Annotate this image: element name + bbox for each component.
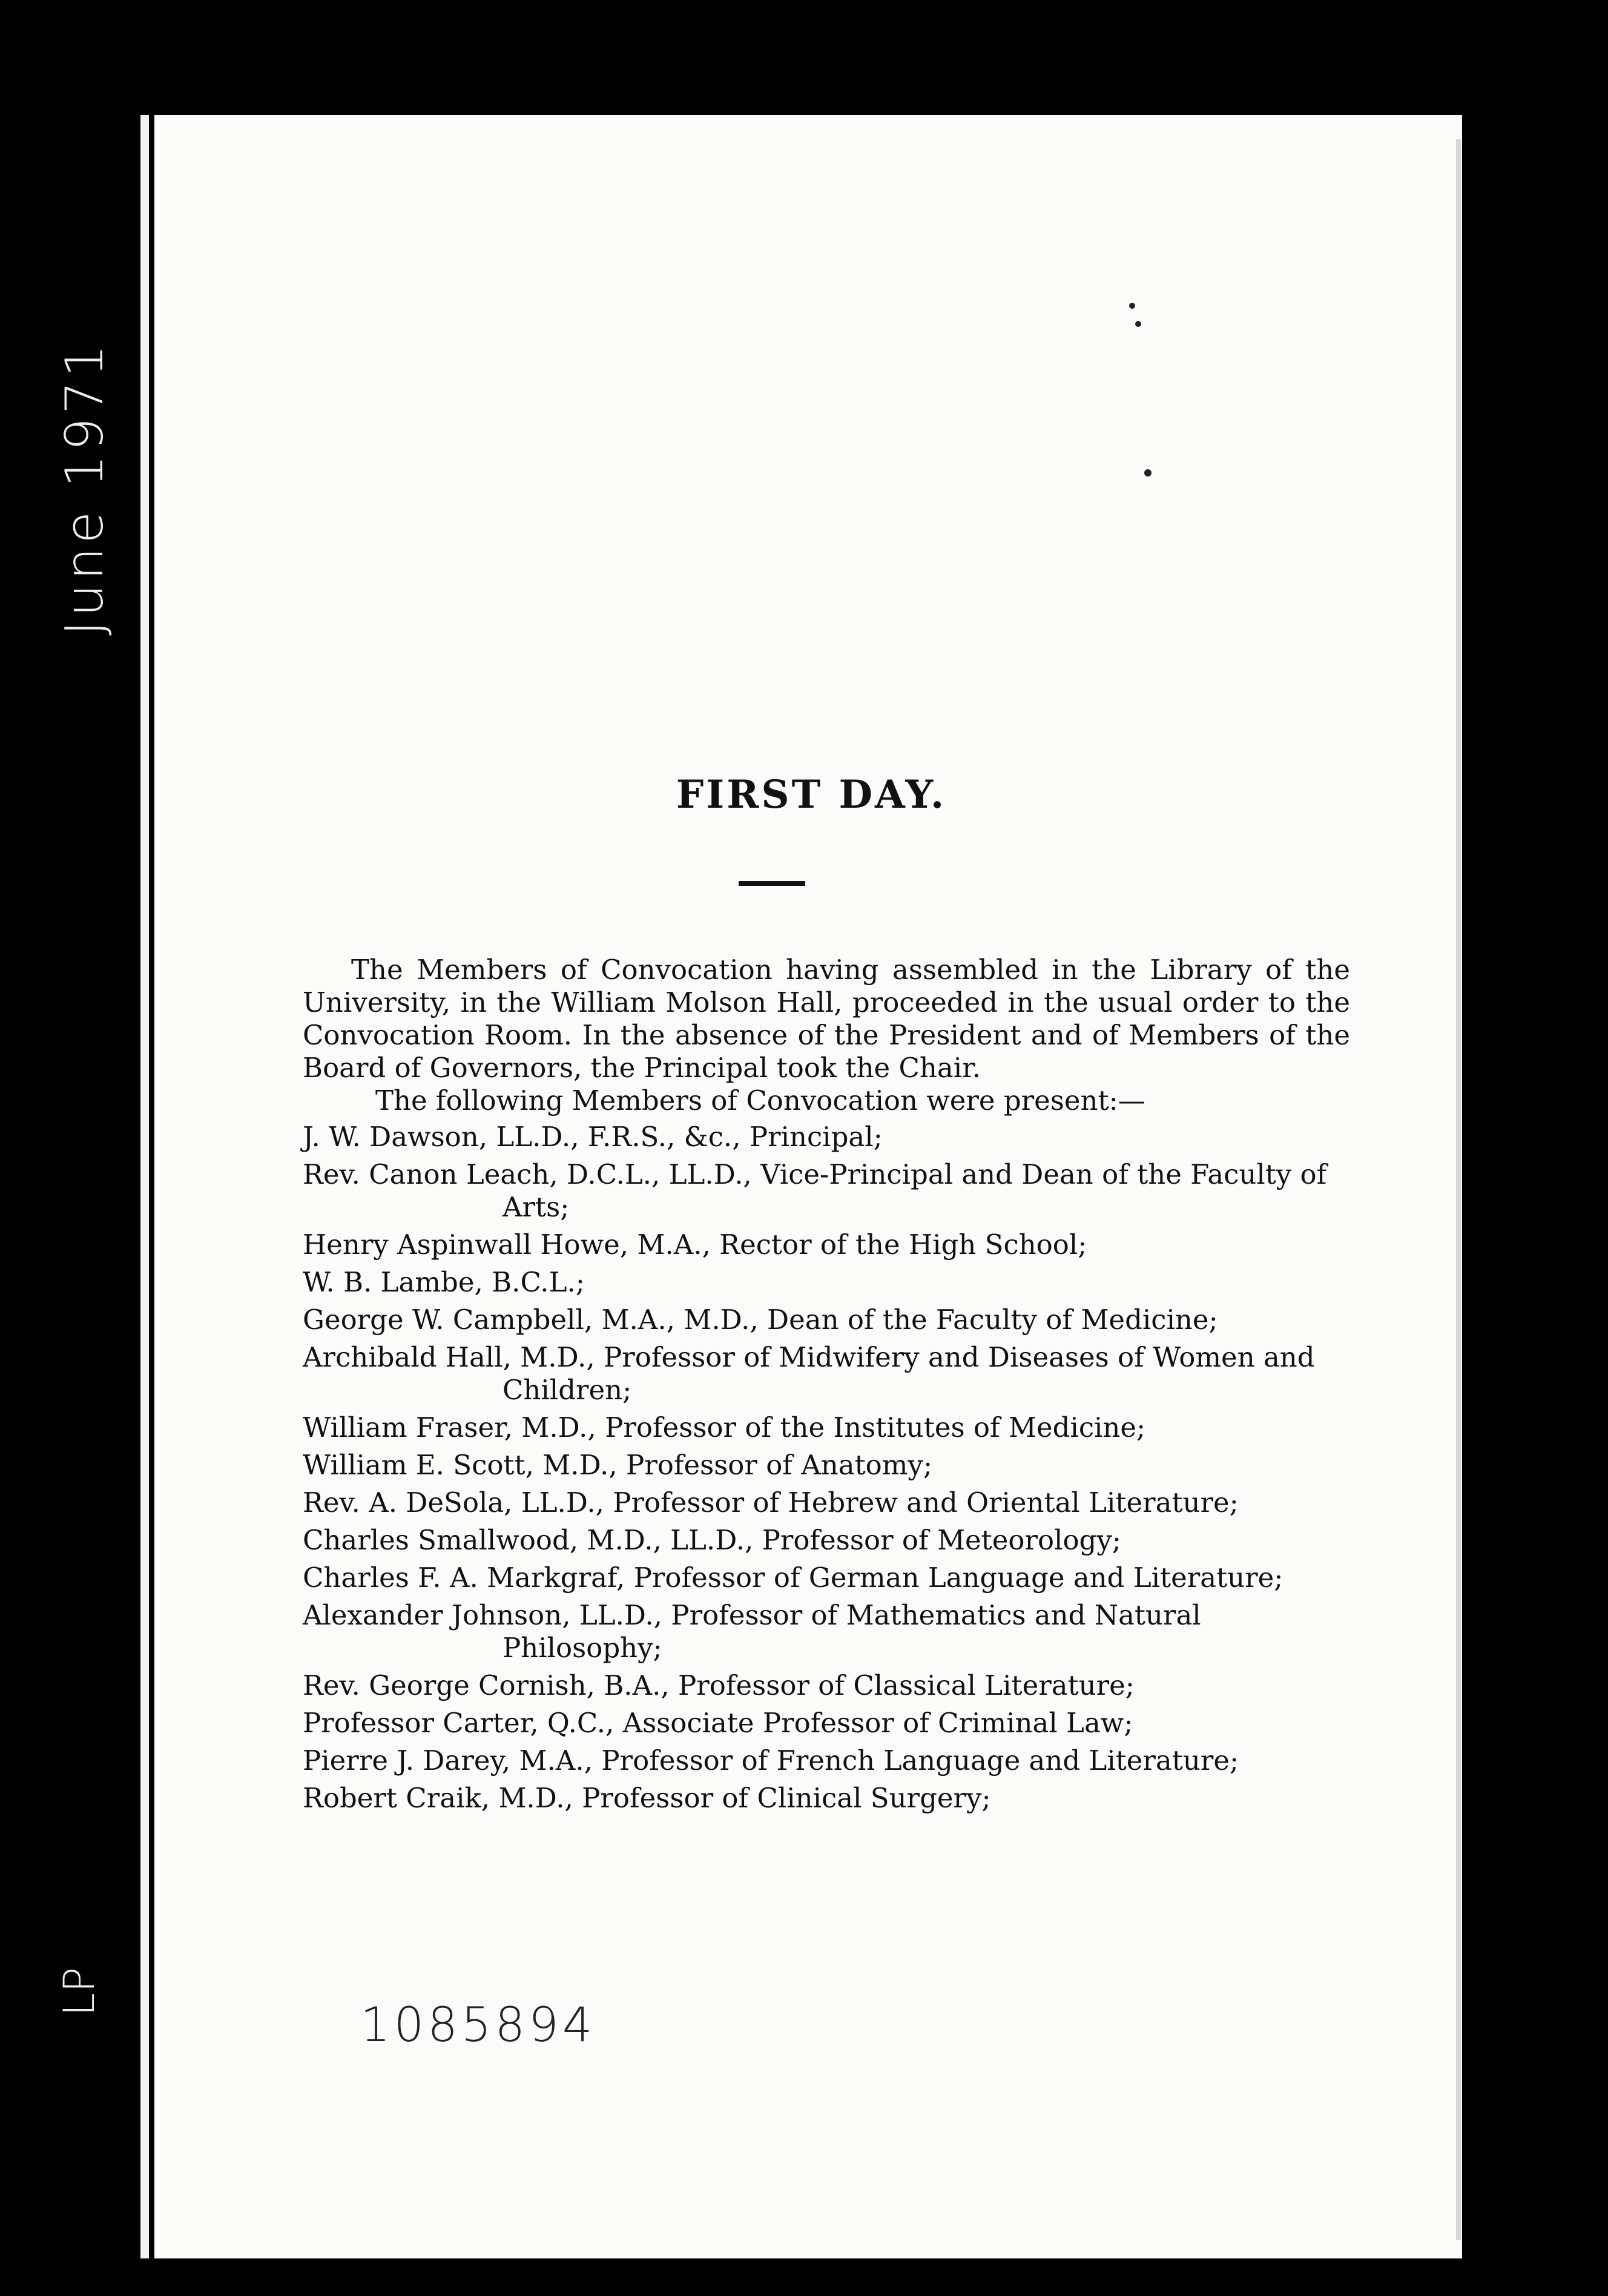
member-entry: W. B. Lambe, B.C.L.; — [303, 1266, 585, 1298]
page-right-edge — [1456, 139, 1461, 2240]
ink-speck — [1129, 303, 1135, 309]
member-entry: Robert Craik, M.D., Professor of Clinical Surgery; — [303, 1782, 991, 1814]
member-entry: Alexander Johnson, LL.D., Professor of Mathematics and Natural Philosophy; — [303, 1599, 1201, 1664]
heading-rule — [739, 881, 805, 886]
member-entry: Henry Aspinwall Howe, M.A., Rector of the High School; — [303, 1229, 1087, 1261]
member-entry: Rev. George Cornish, B.A., Professor of Classical Literature; — [303, 1669, 1135, 1701]
document-page — [154, 115, 1462, 2258]
page-body — [303, 954, 1350, 1819]
intro-paragraph: The Members of Convocation having assembled in the Library of the University, in the William Molson Hall, proceeded in the usual order to the Convocation Room. In the absence of the President and of Members of the Board of Governors, the Principal took the Chair. — [303, 954, 1350, 1084]
member-entry: Rev. A. DeSola, LL.D., Professor of Hebrew and Oriental Literature; — [303, 1486, 1239, 1519]
spine-edge — [140, 115, 149, 2258]
member-entry: William Fraser, M.D., Professor of the Institutes of Medicine; — [303, 1411, 1146, 1443]
page-heading: FIRST DAY. — [676, 772, 947, 817]
page-content — [160, 115, 1462, 2258]
ink-speck — [1135, 321, 1141, 327]
member-entry: Pierre J. Darey, M.A., Professor of French Language and Literature; — [303, 1744, 1239, 1776]
handwritten-margin-note: LP — [54, 1967, 104, 2016]
member-entry: Charles F. A. Markgraf, Professor of German Language and Literature; — [303, 1562, 1283, 1594]
handwritten-date: June 1971 — [54, 340, 115, 636]
members-intro: The following Members of Convocation were present:— — [375, 1084, 1145, 1117]
members-list — [303, 1121, 1350, 1815]
member-entry: Professor Carter, Q.C., Associate Professor of Criminal Law; — [303, 1707, 1133, 1739]
ink-speck — [1144, 469, 1152, 477]
member-entry: J. W. Dawson, LL.D., F.R.S., &c., Principal; — [303, 1121, 883, 1153]
handwritten-catalog-number: 1085894 — [360, 1998, 596, 2053]
member-entry: George W. Campbell, M.A., M.D., Dean of the Faculty of Medicine; — [303, 1304, 1218, 1336]
member-entry: Charles Smallwood, M.D., LL.D., Professor of Meteorology; — [303, 1524, 1121, 1556]
member-entry: Archibald Hall, M.D., Professor of Midwifery and Diseases of Women and Children; — [303, 1341, 1315, 1406]
member-entry: William E. Scott, M.D., Professor of Anatomy; — [303, 1449, 933, 1481]
member-entry: Rev. Canon Leach, D.C.L., LL.D., Vice-Principal and Dean of the Faculty of Arts; — [303, 1158, 1327, 1223]
